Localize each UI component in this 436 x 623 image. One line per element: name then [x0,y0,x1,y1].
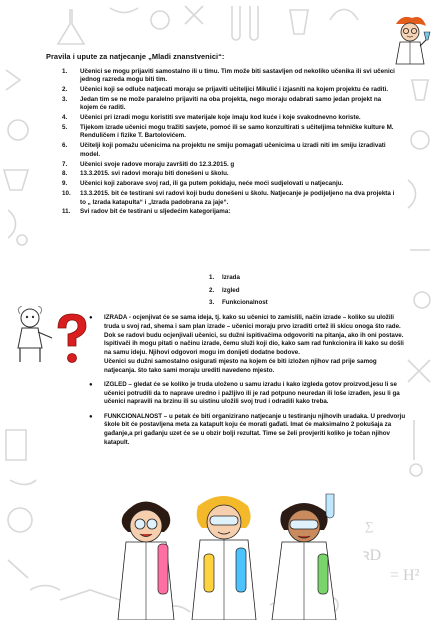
scientist-illustration-top-right [388,14,432,68]
bullet-icon: ● [89,315,93,321]
rule-text: 13.3.2015. bit će testirani svi radovi koji budu donešeni u školu. Natjecanje je podijeljeno na dva projekta i to „ Izrada katapulta“ i „Izrada padobrana za jaje“. [80,190,395,206]
category-number: 2. [209,286,215,294]
formula-doodle-2: = H² [390,567,420,584]
rule-number: 1. [62,68,68,75]
rule-text: Učenici koji zaborave svoj rad, ili ga putem pokidaju, neće moći sudjelovati u natjecanju. [80,180,344,188]
category-number: 1. [209,274,215,281]
rule-number: 5. [62,124,68,132]
categories-list [200,274,268,312]
children-scientists-illustration [112,484,344,620]
category-text: Izgled [222,286,240,294]
rule-number: 8. [62,170,68,178]
rules-list [52,68,398,218]
rule-item [52,124,398,141]
formula-doodle-1: ꝛD [362,547,382,564]
rule-item [52,96,398,113]
category-descriptions [89,314,406,453]
category-number: 3. [209,299,215,307]
rule-text: Učenici se mogu prijaviti samostalno ili u timu. Tim može biti sastavljen od nekoliko učenika ili svi učenici jednog razreda mogu biti tim. [80,68,395,84]
rule-text: Svi radov bit će testirani u sljedećim kategorijama: [80,208,231,216]
rule-item [52,208,398,216]
rule-text: Tijekom izrade učenici mogu tražiti savjete, pomoć ili se samo konzultirati s učiteljima tehničke kulture M. Renduličem i fizike T. Bartolovićem. [80,124,394,140]
description-text: IZGLED – gledat će se koliko je truda uloženo u samu izradu i kako izgleda gotov proizvod,jesu li se učenici potrudili da to naprave uredno i pažljivo ili je rad potpuno neuredan ili loše izrađen, jesu li ga učenici napravili na brzinu ili su uistinu uložili svoj trud i odradili kako treba. [104,380,400,406]
rule-item [52,142,398,159]
document-title: Pravila i upute za natjecanje „Mladi znanstvenici“: [46,52,225,61]
description-izgled [89,380,406,407]
rule-number: 10. [62,190,71,198]
rule-text: Jedan tim se ne može paralelno prijaviti na oba projekta, nego moraju odabrati samo jedan projekt na kojem će raditi. [80,96,382,112]
rule-text: 13.3.2015. svi radovi moraju biti donešeni u školu. [80,170,229,178]
rule-number: 4. [62,114,68,122]
rule-number: 9. [62,180,68,188]
rule-item [52,68,398,85]
rule-number: 6. [62,142,68,150]
description-text: FUNKCIONALNOST – u petak će biti organizirano natjecanje u testiranju njihovih uradaka. U predvorju škole bit će postavljena meta za katapult koju će morati gađati. Imat će maksimalno 2 pokušaja za gađanje,a pri gađanju uzet će se u obzir bolji rezultat. Time se želi provjeriti koliko je točan njihov katapult. [104,412,406,446]
rule-item [52,180,398,188]
bullet-icon: ● [89,413,93,420]
question-mark-figure-illustration [6,306,90,368]
description-izrada [89,314,406,375]
category-text: Funkcionalnost [222,299,268,307]
rule-item [52,161,398,169]
rule-text: Učenici koji se odluče natjecati moraju se prijaviti učiteljici Mikulić i izjasniti na kojem projektu će raditi. [80,86,389,94]
rule-item [52,114,398,122]
category-item [200,274,268,282]
rule-text: Učitelji koji pomažu učenicima na projektu ne smiju pomagati učenicima u izradi niti im smiju izradivati model. [80,142,386,158]
description-text: IZRADA - ocjenjivat će se sama ideja, tj. kako su učenici to zamislili, način izrade – koliko su uložili truda u svoj rad, shema i sam plan izrade – učenici moraju prvo izraditi crtež ili skicu onoga što rade. Dok se radovi budu ocjenjivali učenici, su dužni ispitivačima odgovoriti na pitanja, ako ih oni postave. Ispitivači ih mogu pitati o načinu izrade, čemu služi koji dio, kako sam rad funkcionira ili kako su došli na samu ideju. Njihovi odgovori mogu im donijeti dodatne bodove. [104,314,404,356]
rule-item [52,170,398,178]
rule-item [52,86,398,94]
rule-text: Učenici svoje radove moraju završiti do 12.3.2015. g [80,160,235,168]
rule-number: 11. [62,208,71,216]
rule-item [52,190,398,207]
formula-doodle-3: ∑ [365,519,374,533]
rule-number: 3. [62,96,68,104]
rule-text: Učenici pri izradi mogu koristiti sve materijale koje imaju kod kuće i koje svakodnevno koriste. [80,114,361,122]
category-text: Izrada [222,274,240,281]
rule-number: 2. [62,86,68,94]
bullet-icon: ● [89,381,93,388]
description-extra-text: Učenici su dužni samostalno osigurati mjesto na kojem će biti izložen njihov rad prije samog natjecanja. što tako sami moraju urediti navedeno mjesto. [104,357,377,374]
rule-number: 7. [62,160,68,168]
category-item [200,299,268,307]
description-funkcionalnost [89,412,406,448]
category-item [200,287,268,295]
